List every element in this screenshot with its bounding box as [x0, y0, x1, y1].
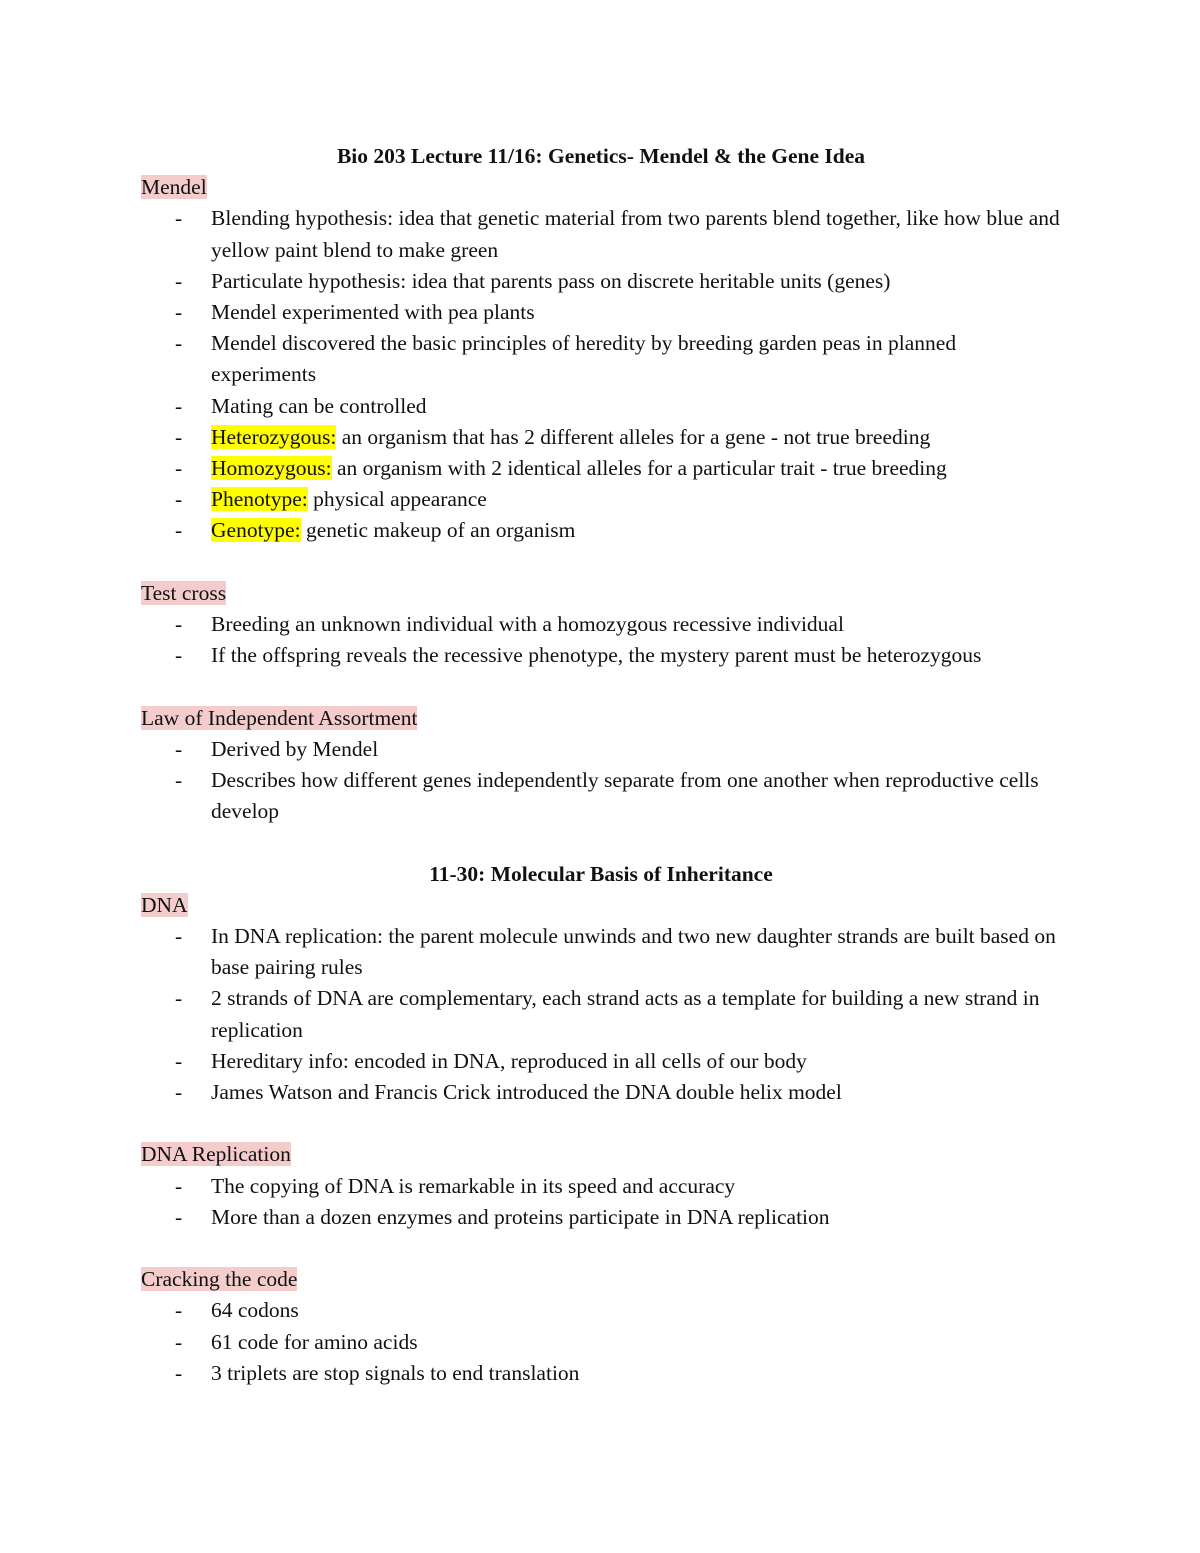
list-item-text: 61 code for amino acids [211, 1329, 418, 1354]
list-item [141, 921, 1061, 983]
bullet-dash-icon: - [175, 206, 183, 231]
list-item-text: physical appearance [307, 487, 487, 512]
independent-assortment-list [141, 734, 1061, 828]
highlighted-term: Homozygous: [211, 456, 332, 480]
lecture-title: Bio 203 Lecture 11/16: Genetics- Mendel & the Gene Idea [336, 144, 866, 168]
list-item-text: 64 codons [211, 1298, 299, 1323]
section-heading-dna-replication: DNA Replication [141, 1142, 291, 1167]
list-item-text: 2 strands of DNA are complementary, each strand acts as a template for building a new strand in replication [211, 986, 1040, 1042]
section-heading-cracking-the-code: Cracking the code [141, 1267, 298, 1292]
list-item-text: James Watson and Francis Crick introduced the DNA double helix model [211, 1079, 842, 1104]
bullet-dash-icon: - [175, 923, 183, 948]
section-dna-replication [141, 1139, 1061, 1233]
highlighted-term: Phenotype: [211, 487, 308, 512]
mendel-list [141, 203, 1061, 546]
list-item [141, 1358, 1061, 1389]
list-item-text: genetic makeup of an organism [300, 518, 576, 543]
bullet-dash-icon: - [175, 611, 183, 636]
list-item [141, 266, 1061, 297]
list-item-text: Hereditary info: encoded in DNA, reproduced in all cells of our body [211, 1048, 807, 1073]
bullet-dash-icon: - [175, 393, 183, 418]
list-item [141, 453, 1061, 484]
bullet-dash-icon: - [175, 456, 183, 480]
list-item [141, 765, 1061, 827]
bullet-dash-icon: - [175, 1079, 183, 1104]
list-item-text: an organism with 2 identical alleles for a particular trait - true breeding [331, 456, 947, 480]
bullet-dash-icon: - [175, 1204, 183, 1229]
bullet-dash-icon: - [175, 487, 183, 512]
section-dna [141, 890, 1061, 1108]
document-body [141, 141, 1061, 1389]
list-item [141, 391, 1061, 422]
list-item [141, 1327, 1061, 1358]
section-heading-independent-assortment: Law of Independent Assortment [141, 705, 418, 730]
list-item [141, 328, 1061, 390]
list-item-text: Derived by Mendel [211, 736, 379, 761]
cracking-the-code-list [141, 1295, 1061, 1389]
list-item-text: Mendel discovered the basic principles of heredity by breeding garden peas in planned experiments [211, 331, 957, 387]
bullet-dash-icon: - [175, 767, 183, 792]
list-item-text: In DNA replication: the parent molecule unwinds and two new daughter strands are built based on base pairing rules [211, 923, 1056, 980]
section-independent-assortment [141, 703, 1061, 828]
bullet-dash-icon: - [175, 424, 183, 449]
list-item [141, 515, 1061, 546]
list-item [141, 484, 1061, 515]
list-item [141, 203, 1061, 265]
bullet-dash-icon: - [175, 518, 183, 543]
bullet-dash-icon: - [175, 1360, 183, 1385]
list-item [141, 297, 1061, 328]
bullet-dash-icon: - [175, 643, 183, 668]
list-item [141, 1171, 1061, 1202]
bullet-dash-icon: - [175, 299, 183, 324]
list-item [141, 983, 1061, 1045]
section-heading-mendel: Mendel [141, 175, 207, 200]
bullet-dash-icon: - [175, 986, 183, 1011]
bullet-dash-icon: - [175, 1329, 183, 1354]
list-item [141, 1046, 1061, 1077]
section-heading-dna: DNA [141, 892, 188, 917]
list-item-text: The copying of DNA is remarkable in its speed and accuracy [211, 1173, 736, 1198]
list-item [141, 1295, 1061, 1326]
section-mendel [141, 172, 1061, 546]
list-item [141, 422, 1061, 453]
list-item-text: Particulate hypothesis: idea that parents pass on discrete heritable units (genes) [211, 268, 891, 293]
section-title-molecular-basis: 11-30: Molecular Basis of Inheritance [429, 861, 773, 886]
list-item-text: If the offspring reveals the recessive phenotype, the mystery parent must be heterozygous [211, 643, 982, 668]
list-item-text: Breeding an unknown individual with a homozygous recessive individual [211, 611, 844, 636]
list-item [141, 609, 1061, 640]
list-item-text: Blending hypothesis: idea that genetic material from two parents blend together, like how blue and yellow paint blend to make green [211, 206, 1060, 262]
bullet-dash-icon: - [175, 1048, 183, 1073]
highlighted-term: Genotype: [211, 518, 301, 543]
section-heading-test-cross: Test cross [141, 580, 227, 605]
list-item-text: an organism that has 2 different alleles for a gene - not true breeding [336, 424, 931, 449]
list-item [141, 640, 1061, 671]
list-item [141, 1077, 1061, 1108]
list-item-text: Mating can be controlled [211, 393, 427, 418]
highlighted-term: Heterozygous: [211, 424, 337, 449]
test-cross-list [141, 609, 1061, 671]
list-item [141, 734, 1061, 765]
dna-list [141, 921, 1061, 1108]
list-item-text: 3 triplets are stop signals to end translation [211, 1360, 580, 1385]
dna-replication-list [141, 1171, 1061, 1233]
bullet-dash-icon: - [175, 1298, 183, 1323]
bullet-dash-icon: - [175, 331, 183, 356]
bullet-dash-icon: - [175, 1173, 183, 1198]
bullet-dash-icon: - [175, 268, 183, 293]
list-item [141, 1202, 1061, 1233]
section-test-cross [141, 578, 1061, 672]
list-item-text: Mendel experimented with pea plants [211, 299, 535, 324]
list-item-text: Describes how different genes independently separate from one another when reproductive cells develop [211, 767, 1039, 824]
list-item-text: More than a dozen enzymes and proteins participate in DNA replication [211, 1204, 830, 1229]
section-cracking-the-code [141, 1264, 1061, 1389]
bullet-dash-icon: - [175, 736, 183, 761]
